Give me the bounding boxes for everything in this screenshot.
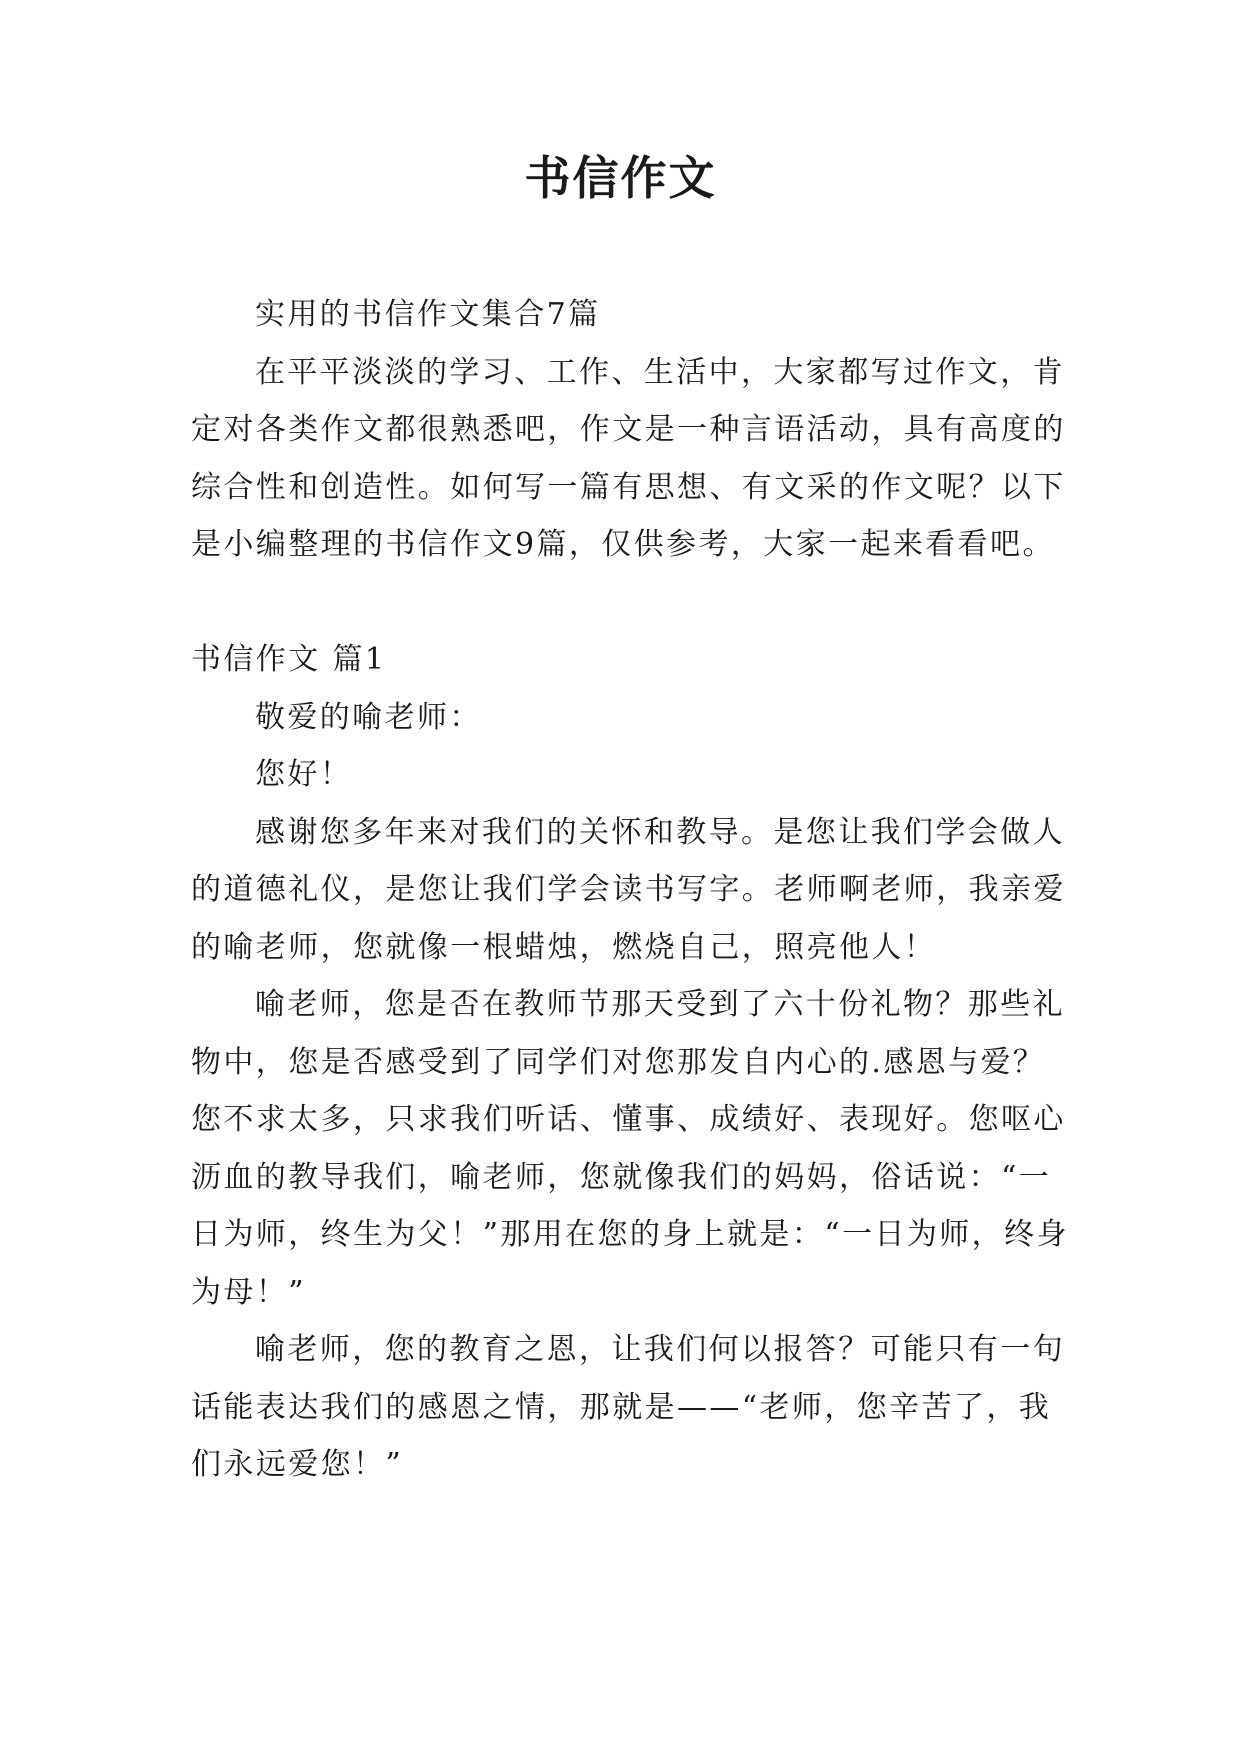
subtitle: 实用的书信作文集合7篇: [255, 297, 601, 332]
letter-salutation: 您好！: [255, 757, 353, 792]
letter-greeting: 敬爱的喻老师：: [255, 699, 482, 735]
document-title: 书信作文: [524, 151, 717, 205]
letter-paragraph-3: 喻老师，您的教育之恩，让我们何以报答？可能只有一句话能表达我们的感恩之情，那就是——“老师，您辛苦了，我们永远爱您！”: [191, 1332, 1065, 1482]
section-heading: 书信作文 篇1: [191, 642, 387, 677]
intro-paragraph: 在平平淡淡的学习、工作、生活中，大家都写过作文，肯定对各类作文都很熟悉吧，作文是一种言语活动，具有高度的综合性和创造性。如何写一篇有思想、有文采的作文呢？以下是小编整理的书信作文9篇，仅供参考，大家一起来看看吧。: [191, 354, 1066, 562]
document-body: [191, 286, 1071, 1494]
letter-paragraph-2: 喻老师，您是否在教师节那天受到了六十份礼物？那些礼物中，您是否感受到了同学们对您那发自内心的.感恩与爱？您不求太多，只求我们听话、懂事、成绩好、表现好。您呕心沥血的教导我们，喻老师，您就像我们的妈妈，俗话说：“一日为师，终生为父！”那用在您的身上就是：“一日为师，终身为母！”: [191, 987, 1069, 1310]
letter-paragraph-1: 感谢您多年来对我们的关怀和教导。是您让我们学会做人的道德礼仪，是您让我们学会读书写字。老师啊老师，我亲爱的喻老师，您就像一根蜡烛，燃烧自己，照亮他人！: [191, 814, 1066, 965]
